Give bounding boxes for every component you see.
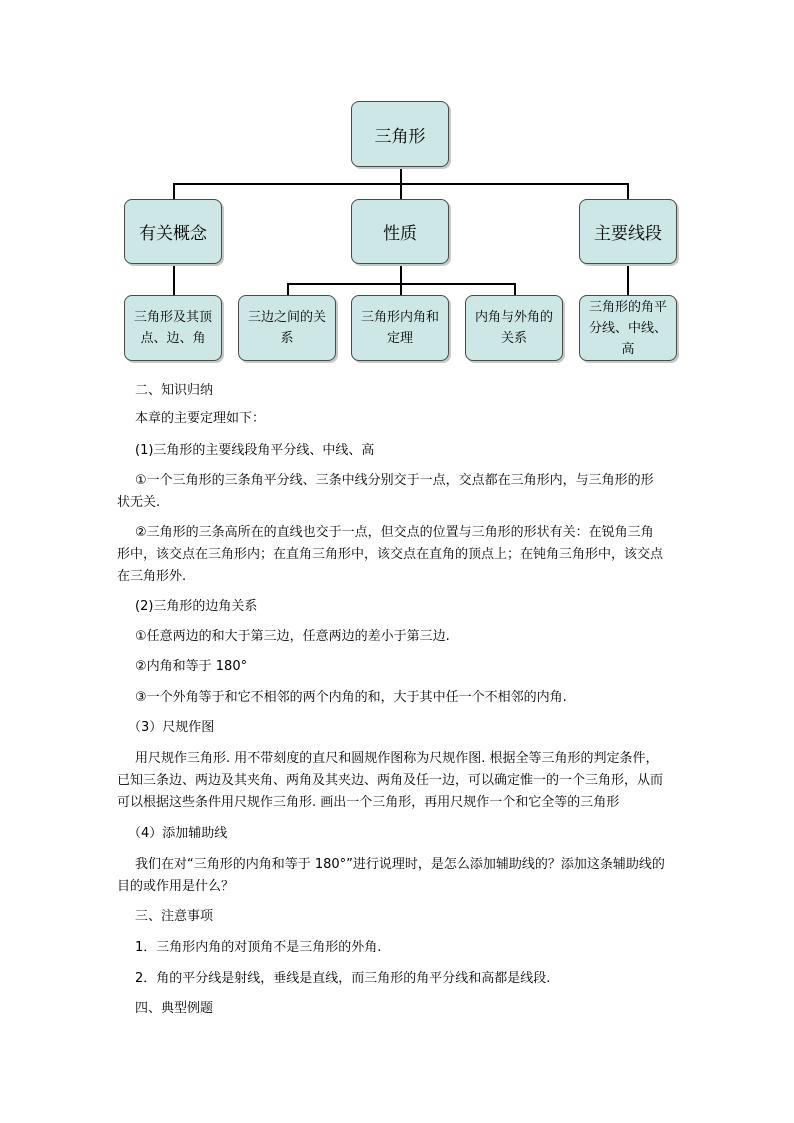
item-1-a-line-2: 状无关. [117,495,161,510]
item-2-heading: (2)三角形的边角关系 [135,599,258,614]
knowledge-diagram [0,0,794,370]
item-2-a: ①任意两边的和大于第三边，任意两边的差小于第三边. [135,629,450,644]
chapter-intro: 本章的主要定理如下： [135,411,266,426]
item-2-b: ②内角和等于 180° [135,659,248,674]
connector-to-concept [173,183,175,199]
item-3-line-3: 可以根据这些条件用尺规作三角形. 画出一个三角形，再用尺规作一个和它全等的三角形 [117,795,620,810]
item-4-line-1: 我们在对“三角形的内角和等于 180°”进行说理时，是怎么添加辅助线的？添加这条辅助线的 [135,857,665,872]
connector-segments-leaf [627,263,629,295]
leaf-side-relations: 三边之间的关系 [238,295,336,361]
node-triangle-root: 三角形 [351,101,449,167]
item-1-b-line-3: 在三角形外. [117,569,187,584]
item-1-heading: (1)三角形的主要线段角平分线、中线、高 [135,443,375,458]
node-related-concepts: 有关概念 [124,199,222,264]
item-1-b-line-1: ②三角形的三条高所在的直线也交于一点，但交点的位置与三角形的形状有关：在锐角三角 [135,525,654,540]
node-properties: 性质 [351,199,449,264]
item-4-line-2: 目的或作用是什么？ [117,879,235,894]
item-4-heading: （4）添加辅助线 [128,826,228,841]
connector-to-property [400,183,402,199]
item-1-a-line-1: ①一个三角形的三条角平分线、三条中线分别交于一点，交点都在三角形内，与三角形的形 [135,473,654,488]
leaf-angle-sum-theorem: 三角形内角和定理 [351,295,449,361]
item-3-line-1: 用尺规作三角形. 用不带刻度的直尺和圆规作图称为尺规作图. 根据全等三角形的判定条件， [135,751,659,766]
note-2: 2．角的平分线是射线，垂线是直线，而三角形的角平分线和高都是线段. [135,971,551,986]
node-main-segments: 主要线段 [579,199,677,264]
connector-property-leaf-2 [400,283,402,295]
item-3-heading: （3）尺规作图 [128,720,215,735]
item-1-b-line-2: 形中，该交点在三角形内；在直角三角形中，该交点在直角的顶点上；在钝角三角形中，该交点 [117,547,664,562]
connector-root-down [400,166,402,184]
section-3-heading: 三、注意事项 [135,909,214,924]
connector-property-leaf-3 [514,283,516,295]
connector-property-leaf-1 [287,283,289,295]
leaf-bisector-median-altitude: 三角形的角平分线、中线、高 [579,295,677,361]
connector-property-down [400,263,402,283]
leaf-vertices-sides-angles: 三角形及其顶点、边、角 [124,295,222,361]
item-2-c: ③一个外角等于和它不相邻的两个内角的和，大于其中任一个不相邻的内角. [135,690,567,705]
section-2-heading: 二、知识归纳 [135,383,214,398]
leaf-interior-exterior-angles: 内角与外角的关系 [465,295,563,361]
section-4-heading: 四、典型例题 [135,1001,214,1016]
connector-concept-leaf [173,263,175,295]
note-1: 1．三角形内角的对顶角不是三角形的外角. [135,940,382,955]
item-3-line-2: 已知三条边、两边及其夹角、两角及其夹边、两角及任一边，可以确定惟一的一个三角形，从而 [117,773,664,788]
connector-to-segments [627,183,629,199]
